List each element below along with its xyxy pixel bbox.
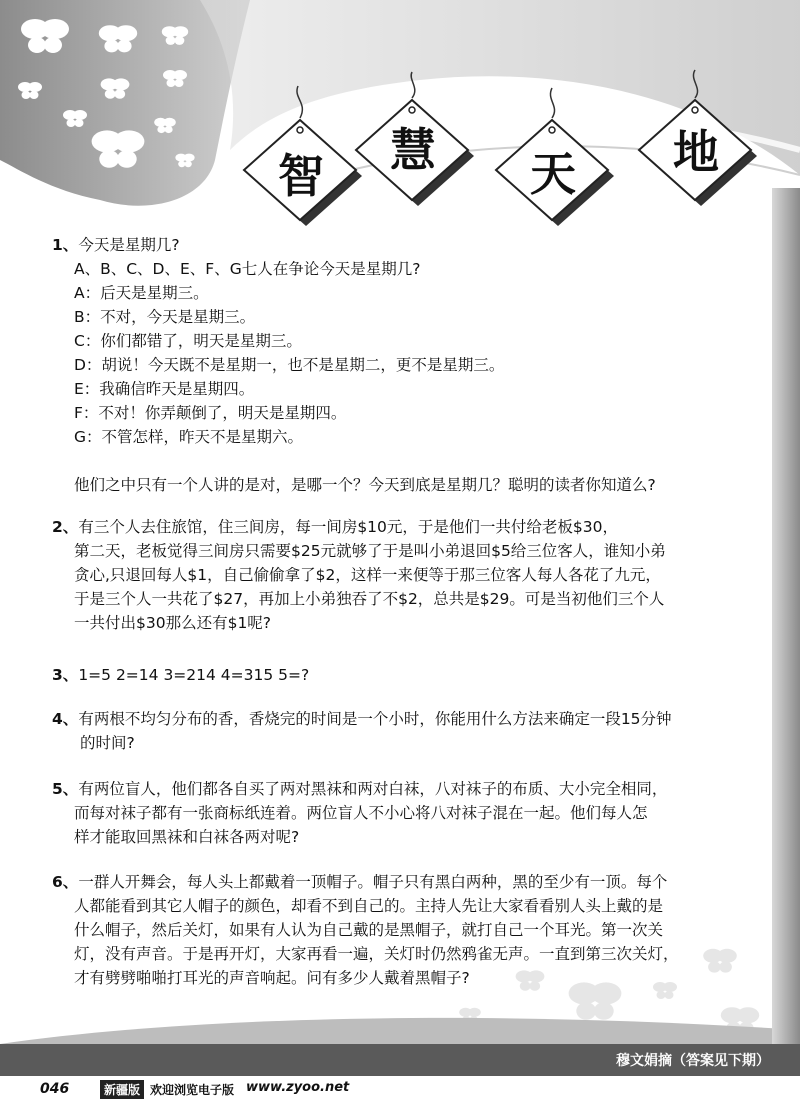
- question-1: 1、今天是星期几? A、B、C、D、E、F、G七人在争论今天是星期几? A：后天是星期三。 B：不对，今天是星期三。 C：你们都错了，明天是星期三。 D：胡说！今天既不是星期一，也不是星期二，更不是星期三。 E：我确信昨天是星期四。 F：不对！你弄颠倒了，明天是星期四。 G：不管怎样，昨天不是星期六。 他们之中只有一个人讲的是对，是哪一个？今天到底是星期几？聪明的读者你知道么?: [52, 233, 764, 497]
- question-text: 一共付出$30那么还有$1呢?: [74, 614, 272, 632]
- question-text: B：不对，今天是星期三。: [74, 308, 256, 326]
- question-5: 5、有两位盲人，他们都各自买了两对黑袜和两对白袜，八对袜子的布质、大小完全相同， 而每对袜子都有一张商标纸连着。两位盲人不小心将八对袜子混在一起。他们每人怎 样才能取回黑袜和白袜各两对呢?: [52, 777, 764, 849]
- question-text: C：你们都错了，明天是星期三。: [74, 332, 302, 350]
- website-link[interactable]: www.zyoo.net: [246, 1080, 350, 1095]
- question-text: 什么帽子，然后关灯，如果有人认为自己戴的是黑帽子，就打自己一个耳光。第一次关: [74, 921, 664, 939]
- question-text: 今天是星期几?: [78, 236, 180, 254]
- question-text: G：不管怎样，昨天不是星期六。: [74, 428, 304, 446]
- question-text: D：胡说！今天既不是星期一，也不是星期二，更不是星期三。: [74, 356, 505, 374]
- question-2: 2、有三个人去住旅馆，住三间房，每一间房$10元，于是他们一共付给老板$30， 第二天，老板觉得三间房只需要$25元就够了于是叫小弟退回$5给三位客人，谁知小弟 贪心,只退回每人$1，自己偷偷拿了$2，这样一来便等于那三位客人每人各花了九元， 于是三个人一共花了$27，再加上小弟独吞了不$2，总共是$29。可是当初他们三个人 一共付出$30那么还有$1呢?: [52, 515, 764, 635]
- question-6: 6、一群人开舞会，每人头上都戴着一顶帽子。帽子只有黑白两种，黑的至少有一顶。每个 人都能看到其它人帽子的颜色，却看不到自己的。主持人先让大家看看别人头上戴的是 什么帽子，然后关灯，如果有人认为自己戴的是黑帽子，就打自己一个耳光。第一次关 灯，没有声音。于是再开灯，大家再看一遍，关灯时仍然鸦雀无声。一直到第三次关灯， 才有劈劈啪啪打耳光的声音响起。问有多少人戴着黑帽子?: [52, 870, 764, 990]
- question-text: 才有劈劈啪啪打耳光的声音响起。问有多少人戴着黑帽子?: [74, 969, 470, 987]
- question-number: 6: [52, 873, 63, 891]
- question-number: 2: [52, 518, 63, 536]
- question-number: 3: [52, 666, 63, 684]
- title-tag-2: [350, 68, 480, 218]
- edition-badge: 新疆版: [100, 1080, 144, 1099]
- question-text: E：我确信昨天是星期四。: [74, 380, 255, 398]
- question-text: 有两位盲人，他们都各自买了两对黑袜和两对白袜，八对袜子的布质、大小完全相同，: [78, 780, 668, 798]
- question-text: 他们之中只有一个人讲的是对，是哪一个？今天到底是星期几？聪明的读者你知道么?: [74, 476, 656, 494]
- title-char: 智: [278, 149, 324, 203]
- question-number: 1: [52, 236, 63, 254]
- question-text: 1=5 2=14 3=214 4=315 5=?: [78, 666, 310, 684]
- question-text: 一群人开舞会，每人头上都戴着一顶帽子。帽子只有黑白两种，黑的至少有一顶。每个: [78, 873, 668, 891]
- question-text: 有三个人去住旅馆，住三间房，每一间房$10元，于是他们一共付给老板$30，: [78, 518, 618, 536]
- title-tag-4: [633, 66, 763, 216]
- question-4: 4、有两根不均匀分布的香，香烧完的时间是一个小时，你能用什么方法来确定一段15分钟 的时间?: [52, 707, 764, 755]
- author-credit: 穆文娟摘（答案见下期）: [616, 1053, 770, 1069]
- title-char: 天: [530, 147, 576, 201]
- question-text: 贪心,只退回每人$1，自己偷偷拿了$2，这样一来便等于那三位客人每人各花了九元，: [74, 566, 661, 584]
- question-text: 第二天，老板觉得三间房只需要$25元就够了于是叫小弟退回$5给三位客人，谁知小弟: [74, 542, 666, 560]
- question-text: 灯，没有声音。于是再开灯，大家再看一遍，关灯时仍然鸦雀无声。一直到第三次关灯，: [74, 945, 679, 963]
- question-3: 3、1=5 2=14 3=214 4=315 5=?: [52, 666, 310, 684]
- question-text: 人都能看到其它人帽子的颜色，却看不到自己的。主持人先让大家看看别人头上戴的是: [74, 897, 664, 915]
- question-number: 4: [52, 710, 63, 728]
- question-text: A、B、C、D、E、F、G七人在争论今天是星期几?: [74, 260, 421, 278]
- question-number: 5: [52, 780, 63, 798]
- question-text: A：后天是星期三。: [74, 284, 209, 302]
- title-tag-3: [490, 82, 620, 232]
- page-number: 046: [40, 1081, 70, 1097]
- question-text: 有两根不均匀分布的香，香烧完的时间是一个小时，你能用什么方法来确定一段15分钟: [78, 710, 672, 728]
- right-side-bar: [772, 188, 800, 1048]
- title-char: 慧: [390, 123, 436, 177]
- question-text: 于是三个人一共花了$27，再加上小弟独吞了不$2，总共是$29。可是当初他们三个人: [74, 590, 665, 608]
- question-text: F：不对！你弄颠倒了，明天是星期四。: [74, 404, 347, 422]
- footer-welcome-text: 欢迎浏览电子版: [150, 1083, 235, 1097]
- question-text: 的时间?: [80, 734, 135, 752]
- title-tag-1: [238, 78, 368, 228]
- title-char: 地: [673, 125, 719, 179]
- question-text: 而每对袜子都有一张商标纸连着。两位盲人不小心将八对袜子混在一起。他们每人怎: [74, 804, 648, 822]
- question-text: 样才能取回黑袜和白袜各两对呢?: [74, 828, 300, 846]
